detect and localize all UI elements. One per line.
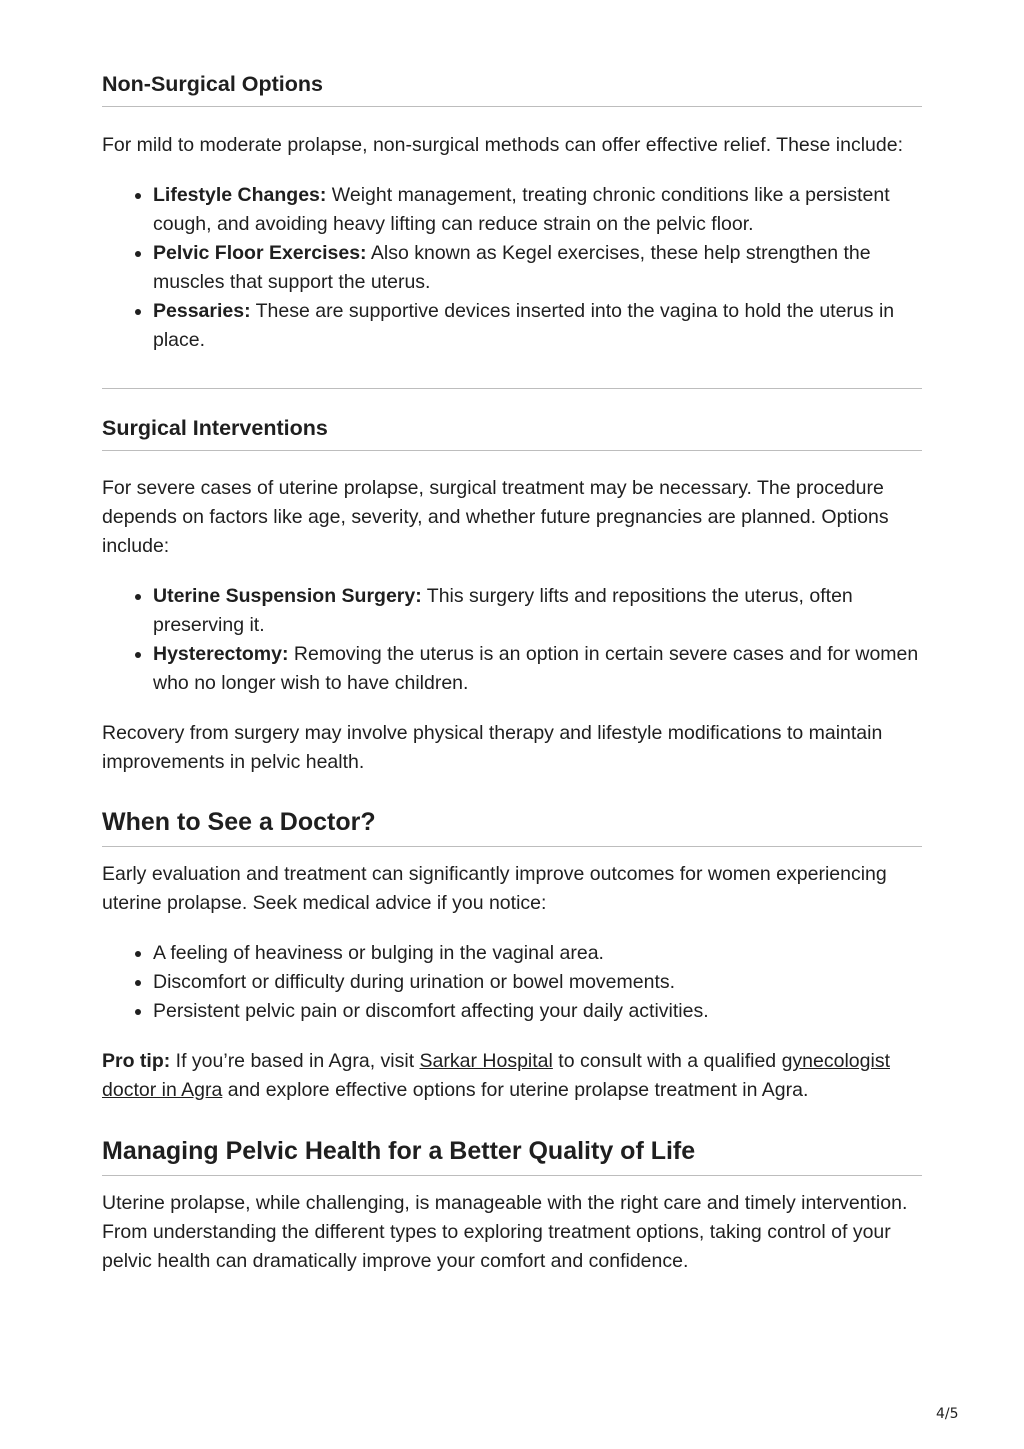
page-number: 4/5 (936, 1406, 959, 1422)
list-item: • Pessaries: These are supportive devices inserted into the vagina to hold the uterus in place. (153, 297, 922, 355)
list-item: • A feeling of heaviness or bulging in the vaginal area. (153, 939, 922, 968)
document-page (102, 0, 922, 1276)
non-surgical-heading: Non-Surgical Options (102, 71, 922, 107)
doctor-intro: Early evaluation and treatment can significantly improve outcomes for women experiencing uterine prolapse. Seek medical advice if you notice: (102, 863, 887, 914)
list-item: • Uterine Suspension Surgery: This surgery lifts and repositions the uterus, often preserving it. (153, 582, 922, 640)
list-item: • Persistent pelvic pain or discomfort affecting your daily activities. (153, 997, 922, 1026)
doctor-list (102, 939, 922, 1026)
surgical-heading: Surgical Interventions (102, 415, 922, 451)
surgical-intro: For severe cases of uterine prolapse, surgical treatment may be necessary. The procedure depends on factors like age, severity, and whether future pregnancies are planned. Options include: (102, 477, 889, 557)
managing-heading: Managing Pelvic Health for a Better Quality of Life (102, 1136, 922, 1176)
list-item: • Lifestyle Changes: Weight management, treating chronic conditions like a persistent cough, and avoiding heavy lifting can reduce strain on the pelvic floor. (153, 181, 922, 239)
sarkar-hospital-link[interactable]: Sarkar Hospital (419, 1050, 553, 1072)
list-item: • Discomfort or difficulty during urination or bowel movements. (153, 968, 922, 997)
gynecologist-link[interactable]: gynecologist doctor in Agra (102, 1050, 890, 1101)
surgical-list (102, 582, 922, 698)
list-item: • Hysterectomy: Removing the uterus is an option in certain severe cases and for women who no longer wish to have children. (153, 640, 922, 698)
pro-tip: Pro tip: If you’re based in Agra, visit Sarkar Hospital to consult with a qualified gynecologist doctor in Agra and explore effective options for uterine prolapse treatment in Agra. (102, 1050, 890, 1101)
managing-text: Uterine prolapse, while challenging, is manageable with the right care and timely intervention. From understanding the different types to exploring treatment options, taking control of your pelvic health can dramatically improve your comfort and confidence. (102, 1192, 908, 1272)
non-surgical-intro: For mild to moderate prolapse, non-surgical methods can offer effective relief. These include: (102, 134, 904, 156)
non-surgical-list (102, 181, 922, 355)
recovery-text: Recovery from surgery may involve physical therapy and lifestyle modifications to maintain improvements in pelvic health. (102, 722, 883, 773)
doctor-heading: When to See a Doctor? (102, 807, 922, 847)
list-item: • Pelvic Floor Exercises: Also known as Kegel exercises, these help strengthen the muscles that support the uterus. (153, 239, 922, 297)
